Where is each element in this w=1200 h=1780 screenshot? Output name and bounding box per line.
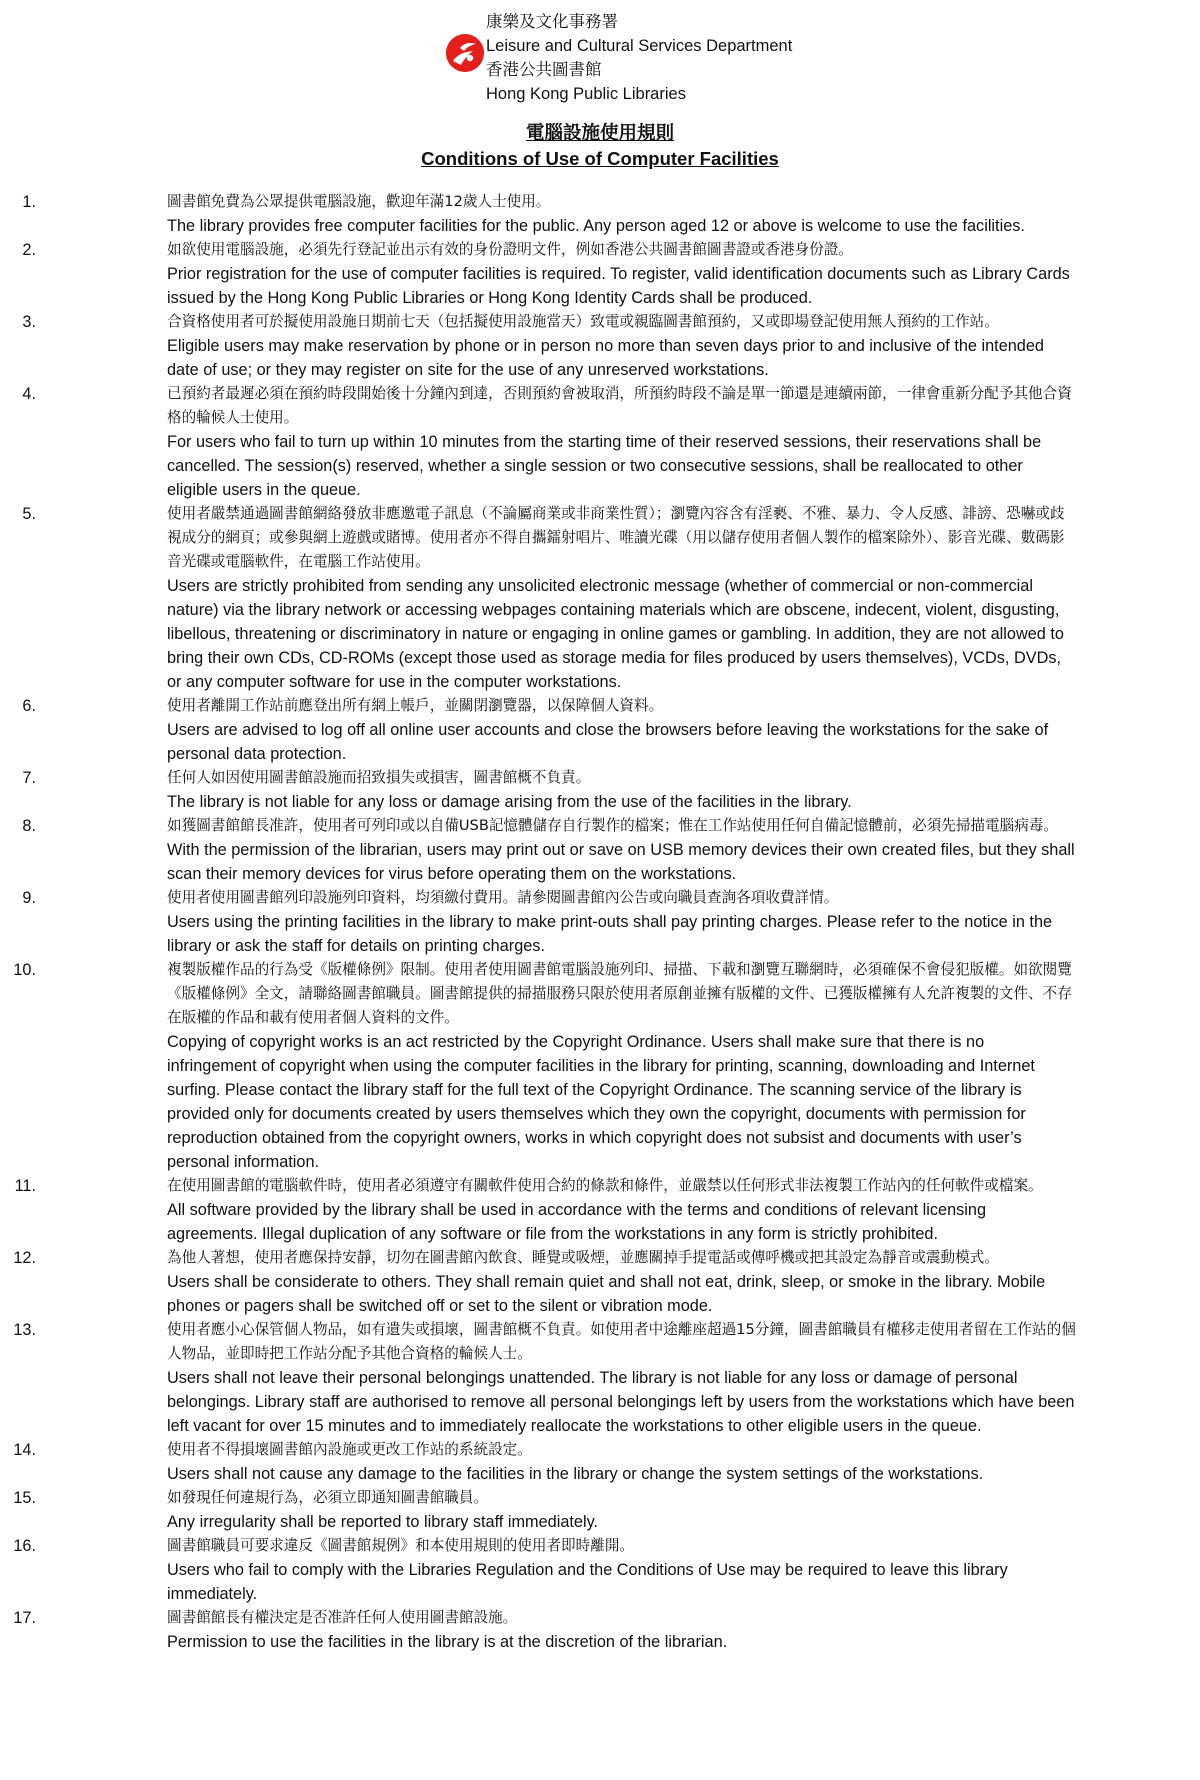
title-zh: 電腦設施使用規則 [525,122,674,143]
rule-number: 4. [22,385,36,403]
rule-text-zh: 如欲使用電腦設施，必須先行登記並出示有效的身份證明文件，例如香港公共圖書館圖書證或香港身份證。 [167,241,853,258]
rule-number: 6. [22,697,36,715]
rule-number: 16. [13,1537,36,1555]
rule-number: 1. [22,193,36,211]
rule-text-zh: 在使用圖書館的電腦軟件時，使用者必須遵守有關軟件使用合約的條款和條件，並嚴禁以任何形式非法複製工作站內的任何軟件或檔案。 [167,1177,1043,1194]
rule-text-zh: 合資格使用者可於擬使用設施日期前七天（包括擬使用設施當天）致電或親臨圖書館預約，又或即場登記使用無人預約的工作站。 [167,313,999,330]
rule-number: 15. [13,1489,36,1507]
rule-item [0,310,1077,382]
title-en: Conditions of Use of Computer Facilities [421,148,779,169]
rule-text-zh: 使用者離開工作站前應登出所有網上帳戶，並關閉瀏覽器，以保障個人資料。 [167,697,664,714]
rule-text-en: Any irregularity shall be reported to library staff immediately. [167,1513,599,1531]
rule-text-en: For users who fail to turn up within 10 minutes from the starting time of their reserved sessions, their reservations shall be cancelled. The session(s) reserved, whether a single session or two consecutive sessions, shall be reallocated to other eligible users in the queue. [167,433,1042,499]
library-name-en: Hong Kong Public Libraries [486,85,686,103]
rule-text-en: Users shall not cause any damage to the facilities in the library or change the system settings of the workstations. [167,1465,984,1483]
lcsd-logo-icon [446,34,484,72]
rule-text-en: Copying of copyright works is an act restricted by the Copyright Ordinance. Users shall make sure that there is no infringement of copyright when using the computer facilities in the library for printing, scanning, downloading and Internet surfing. Please contact the library staff for the full text of the Copyright Ordinance. The scanning service of the library is provided only for documents created by users themselves which they own the copyright, documents with permission for reproduction obtained from the copyright owners, works in which copyright does not subsist and documents with user’s personal information. [167,1033,1035,1171]
rule-text-zh: 如發現任何違規行為，必須立即通知圖書館職員。 [167,1489,489,1506]
rule-item [0,958,1077,1174]
rule-number: 9. [22,889,36,907]
rule-text-zh: 使用者嚴禁通過圖書館網絡發放非應邀電子訊息（不論屬商業或非商業性質）；瀏覽內容含有淫褻、不雅、暴力、令人反感、誹謗、恐嚇或歧視成分的網頁；或參與網上遊戲或賭博。使用者亦不得自攜鐳射唱片、唯讀光碟（用以儲存使用者個人製作的檔案除外）、影音光碟、數碼影音光碟或電腦軟件，在電腦工作站使用。 [167,505,1065,570]
rule-text-en: Users shall not leave their personal belongings unattended. The library is not liable for any loss or damage of personal belongings. Library staff are authorised to remove all personal belongings left by users from the workstations which have been left vacant for over 15 minutes and to immediately reallocate the workstations to other eligible users in the queue. [167,1369,1075,1435]
rule-item [0,1246,1077,1318]
rule-text-en: The library provides free computer facilities for the public. Any person aged 12 or above is welcome to use the facilities. [167,217,1025,235]
rule-item [0,1318,1077,1438]
rule-text-zh: 如獲圖書館館長准許，使用者可列印或以自備USB記憶體儲存自行製作的檔案；惟在工作站使用任何自備記憶體前，必須先掃描電腦病毒。 [167,817,1058,834]
rule-number: 14. [13,1441,36,1459]
rule-item [0,1534,1077,1606]
rule-text-zh: 任何人如因使用圖書館設施而招致損失或損害，圖書館概不負責。 [167,769,591,786]
rule-text-zh: 為他人著想，使用者應保持安靜，切勿在圖書館內飲食、睡覺或吸煙，並應關掉手提電話或傳呼機或把其設定為靜音或震動模式。 [167,1249,999,1266]
rule-text-en: Users are strictly prohibited from sending any unsolicited electronic message (whether of commercial or non-commercial nature) via the library network or accessing webpages containing materials which are obscene, indecent, violent, disgusting, libellous, threatening or discriminatory in nature or engaging in online games or gambling. In addition, they are not allowed to bring their own CDs, CD-ROMs (except those used as storage media for files produced by users themselves), VCDs, DVDs, or any computer software for use in the computer workstations. [167,577,1064,691]
rule-text-en: Prior registration for the use of computer facilities is required. To register, valid identification documents such as Library Cards issued by the Hong Kong Public Libraries or Hong Kong Identity Cards shall be produced. [167,265,1070,307]
rule-text-en: With the permission of the librarian, users may print out or save on USB memory devices their own created files, but they shall scan their memory devices for virus before operating them on the workstations. [167,841,1075,883]
rule-text-zh: 使用者不得損壞圖書館內設施或更改工作站的系統設定。 [167,1441,532,1458]
rule-item [0,190,1077,238]
rule-text-en: The library is not liable for any loss or damage arising from the use of the facilities in the library. [167,793,852,811]
rule-item [0,814,1077,886]
rule-text-en: Permission to use the facilities in the library is at the discretion of the librarian. [167,1633,728,1651]
department-name-en: Leisure and Cultural Services Department [486,37,793,55]
lcsd-logo-graphic [446,34,484,72]
rule-item [0,766,1077,814]
rule-number: 17. [13,1609,36,1627]
rule-text-zh: 複製版權作品的行為受《版權條例》限制。使用者使用圖書館電腦設施列印、掃描、下載和瀏覽互聯網時，必須確保不會侵犯版權。如欲閱覽《版權條例》全文，請聯絡圖書館職員。圖書館提供的掃描服務只限於使用者原創並擁有版權的文件、已獲版權擁有人允許複製的文件、不存在版權的作品和載有使用者個人資料的文件。 [167,961,1072,1026]
rule-number: 7. [22,769,36,787]
rule-text-zh: 圖書館館長有權決定是否准許任何人使用圖書館設施。 [167,1609,518,1626]
rule-item [0,886,1077,958]
rule-item [0,1438,1077,1486]
rule-item [0,1606,1077,1654]
rule-text-en: Users who fail to comply with the Libraries Regulation and the Conditions of Use may be required to leave this library immediately. [167,1561,1008,1603]
rule-text-en: Eligible users may make reservation by phone or in person no more than seven days prior to and inclusive of the intended date of use; or they may register on site for the use of any unreserved workstations. [167,337,1044,379]
rule-text-zh: 已預約者最遲必須在預約時段開始後十分鐘內到達，否則預約會被取消，所預約時段不論是單一節還是連續兩節，一律會重新分配予其他合資格的輪候人士使用。 [167,385,1072,426]
rules-list [0,190,1200,1654]
rule-text-zh: 使用者使用圖書館列印設施列印資料，均須繳付費用。請參閱圖書館內公告或向職員查詢各項收費詳情。 [167,889,839,906]
rule-number: 3. [22,313,36,331]
document-title [0,120,1200,172]
rule-text-zh: 圖書館免費為公眾提供電腦設施，歡迎年滿12歲人士使用。 [167,193,551,210]
rule-number: 2. [22,241,36,259]
rule-item [0,238,1077,310]
rule-text-en: Users using the printing facilities in the library to make print-outs shall pay printing charges. Please refer to the notice in the library or ask the staff for details on printing charges. [167,913,1053,955]
rule-number: 13. [13,1321,36,1339]
rule-item [0,382,1077,502]
department-name-zh: 康樂及文化事務署 [486,13,618,31]
rule-number: 5. [22,505,36,523]
rule-item [0,502,1077,694]
rule-item [0,1174,1077,1246]
rule-text-en: Users shall be considerate to others. They shall remain quiet and shall not eat, drink, sleep, or smoke in the library. Mobile phones or pagers shall be switched off or set to the silent or vibration mode. [167,1273,1046,1315]
rule-text-en: Users are advised to log off all online user accounts and close the browsers before leaving the workstations for the sake of personal data protection. [167,721,1049,763]
rule-text-zh: 圖書館職員可要求違反《圖書館規例》和本使用規則的使用者即時離開。 [167,1537,635,1554]
rule-text-zh: 使用者應小心保管個人物品，如有遺失或損壞，圖書館概不負責。如使用者中途離座超過15分鐘，圖書館職員有權移走使用者留在工作站的個人物品，並即時把工作站分配予其他合資格的輪候人士。 [167,1321,1076,1362]
rule-item [0,694,1077,766]
library-name-zh: 香港公共圖書館 [486,61,602,79]
rule-text-en: All software provided by the library shall be used in accordance with the terms and conditions of relevant licensing agreements. Illegal duplication of any software or file from the workstations in any form is strictly prohibited. [167,1201,987,1243]
rule-number: 12. [13,1249,36,1267]
rule-number: 8. [22,817,36,835]
header-text-block [486,10,792,106]
rule-number: 10. [13,961,36,979]
rule-number: 11. [14,1177,36,1195]
document-header [446,10,866,110]
rule-item [0,1486,1077,1534]
